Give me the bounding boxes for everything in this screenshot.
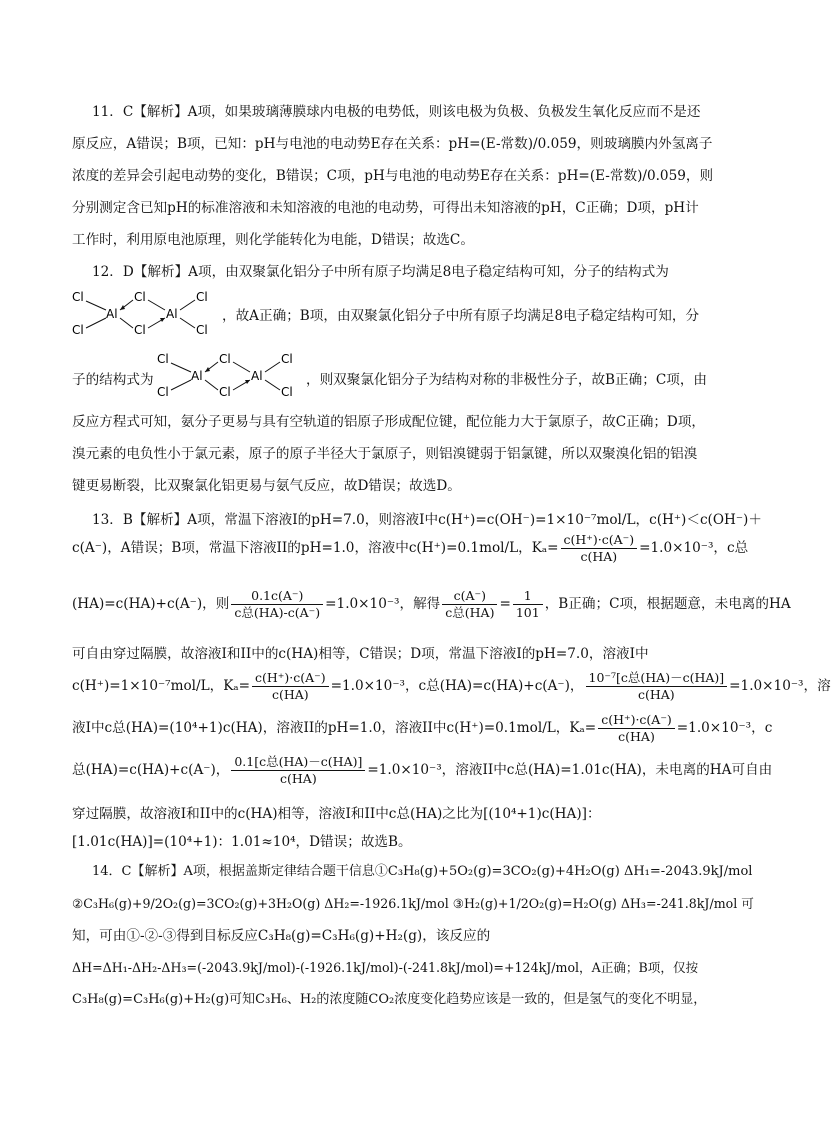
- fraction: [231, 588, 323, 621]
- q14-line-4: ΔH=ΔH₁-ΔH₂-ΔH₃=(-2043.9kJ/mol)-(-1926.1kJ/mol)-(-241.8kJ/mol)=+124kJ/mol，A正确；B项，仅按: [72, 960, 699, 975]
- q14-line-2: ②C₃H₆(g)+9/2O₂(g)=3CO₂(g)+3H₂O(g) ΔH₂=-1926.1kJ/mol ③H₂(g)+1/2O₂(g)=H₂O(g) ΔH₃=-241.8kJ/mol 可: [72, 896, 754, 911]
- cl-label: Cl: [281, 385, 293, 399]
- fraction: [598, 712, 675, 745]
- fraction: [231, 754, 365, 787]
- q13-text: ，B正确；C项，根据题意，未电离的HA: [544, 596, 791, 612]
- cl-label: Cl: [157, 385, 169, 399]
- fraction-denominator: c总(HA)-c(A⁻): [234, 605, 321, 620]
- fraction: [252, 670, 329, 703]
- al-label: Al: [166, 307, 178, 321]
- fraction-numerator: 10⁻⁷[c总(HA)－c(HA)]: [586, 670, 728, 687]
- fraction-numerator: c(H⁺)·c(A⁻): [561, 532, 638, 549]
- al-label: Al: [106, 307, 118, 321]
- fraction-numerator: c(H⁺)·c(A⁻): [252, 670, 329, 687]
- q13-line-3: [72, 588, 791, 621]
- q12-line-5: 溴元素的电负性小于氯元素，原子的原子半径大于氯原子，则铝溴键弱于铝氯键，所以双聚溴化铝的铝溴: [72, 446, 698, 462]
- q13-line-1: 13．B【解析】A项，常温下溶液I的pH=7.0，则溶液I中c(H⁺)=c(OH⁻)=1×10⁻⁷mol/L，c(H⁺)＜c(OH⁻)＋: [92, 512, 762, 528]
- fraction: [561, 532, 638, 565]
- cl-label: Cl: [134, 290, 146, 304]
- fraction-denominator: c总(HA): [445, 605, 495, 620]
- q11-line-5: 工作时，利用原电池原理，则化学能转化为电能，D错误；故选C。: [72, 232, 474, 248]
- q14-line-5: C₃H₈(g)=C₃H₆(g)+H₂(g)可知C₃H₆、H₂的浓度随CO₂浓度变化趋势应该是一致的，但是氢气的变化不明显，: [72, 992, 707, 1007]
- q13-text: 液I中c总(HA)=(10⁴+1)c(HA)，溶液II的pH=1.0，溶液II中c(H⁺)=0.1mol/L，Kₐ=: [72, 720, 597, 736]
- cl-label: Cl: [281, 352, 293, 366]
- q14-line-1: 14．C【解析】A项，根据盖斯定律结合题干信息①C₃H₈(g)+5O₂(g)=3CO₂(g)+4H₂O(g) ΔH₁=-2043.9kJ/mol: [92, 864, 753, 879]
- q12-line-2: ，故A正确；B项，由双聚氯化铝分子中所有原子均满足8电子稳定结构可知，分: [222, 308, 700, 324]
- fraction-denominator: c(HA): [280, 771, 317, 786]
- q13-line-7: [72, 754, 772, 787]
- al-label: Al: [251, 369, 263, 383]
- q14-line-3: 知，可由①-②-③得到目标反应C₃H₈(g)=C₃H₆(g)+H₂(g)，该反应的: [72, 928, 491, 944]
- al-label: Al: [191, 369, 203, 383]
- q12-line-4: 反应方程式可知，氨分子更易与具有空轨道的铝原子形成配位键，配位能力大于氯原子，故C正确；D项，: [72, 414, 706, 430]
- q13-text: =1.0×10⁻³，c: [676, 720, 773, 736]
- q13-text: (HA)=c(HA)+c(A⁻)，则: [72, 596, 230, 612]
- fraction: [586, 670, 728, 703]
- cl-label: Cl: [219, 385, 231, 399]
- q13-text: =1.0×10⁻³，c总: [639, 540, 749, 556]
- q13-text: 总(HA)=c(HA)+c(A⁻)，: [72, 762, 230, 778]
- fraction-denominator: c(HA): [271, 687, 309, 702]
- fraction-numerator: c(A⁻): [442, 588, 497, 605]
- q13-line-9: [1.01c(HA)]=(10⁴+1)：1.01≈10⁴，D错误；故选B。: [72, 834, 412, 850]
- q13-text: c(H⁺)=1×10⁻⁷mol/L，Kₐ=: [72, 678, 251, 694]
- q13-text: =1.0×10⁻³，解得: [325, 596, 441, 612]
- cl-label: Cl: [219, 352, 231, 366]
- q13-text: =1.0×10⁻³，溶液II中c总(HA)=1.01c(HA)，未电离的HA可自由: [367, 762, 773, 778]
- q13-line-2: [72, 532, 748, 565]
- q13-text: c(A⁻)，A错误；B项，常温下溶液II的pH=1.0，溶液中c(H⁺)=0.1mol/L，Kₐ=: [72, 540, 559, 556]
- q11-line-4: 分别测定含已知pH的标准溶液和未知溶液的电池的电动势，可得出未知溶液的pH，C正确；D项，pH计: [72, 200, 699, 216]
- al2cl6-structure-2: [155, 350, 305, 402]
- fraction-numerator: 1: [513, 588, 543, 605]
- cl-label: Cl: [196, 290, 208, 304]
- q13-text: =1.0×10⁻³，溶: [729, 678, 831, 694]
- fraction: [513, 588, 543, 621]
- q13-line-4: 可自由穿过隔膜，故溶液I和II中的c(HA)相等，C错误；D项，常温下溶液I的pH=7.0，溶液I中: [72, 646, 649, 662]
- fraction-numerator: 0.1c(A⁻): [231, 588, 323, 605]
- q13-line-6: [72, 712, 772, 745]
- cl-label: Cl: [134, 323, 146, 337]
- cl-label: Cl: [157, 352, 169, 366]
- q12-line-3a: 子的结构式为: [72, 372, 154, 388]
- q13-text: =1.0×10⁻³，c总(HA)=c(HA)+c(A⁻)，: [330, 678, 584, 694]
- cl-label: Cl: [196, 323, 208, 337]
- fraction-denominator: c(HA): [618, 729, 655, 744]
- fraction-numerator: 0.1[c总(HA)－c(HA)]: [231, 754, 365, 771]
- fraction-denominator: 101: [515, 605, 540, 620]
- q13-text: =: [499, 596, 511, 612]
- fraction: [442, 588, 497, 621]
- cl-label: Cl: [72, 290, 84, 304]
- q11-line-3: 浓度的差异会引起电动势的变化，B错误；C项，pH与电池的电动势E存在关系：pH=(E-常数)/0.059，则: [72, 168, 714, 184]
- q12-line-6: 键更易断裂，比双聚氯化铝更易与氨气反应，故D错误；故选D。: [72, 478, 461, 494]
- q13-line-8: 穿过隔膜，故溶液I和II中的c(HA)相等，溶液I和II中c总(HA)之比为[(10⁴+1)c(HA)]：: [72, 806, 601, 822]
- q12-line-1: 12．D【解析】A项，由双聚氯化铝分子中所有原子均满足8电子稳定结构可知，分子的结构式为: [92, 264, 669, 280]
- cl-label: Cl: [72, 323, 84, 337]
- q13-line-5: [72, 670, 831, 703]
- al2cl6-structure-1: [70, 288, 220, 340]
- fraction-denominator: c(HA): [637, 687, 675, 702]
- fraction-numerator: c(H⁺)·c(A⁻): [598, 712, 675, 729]
- q12-line-3b: ，则双聚氯化铝分子为结构对称的非极性分子，故B正确；C项，由: [306, 372, 708, 388]
- fraction-denominator: c(HA): [580, 549, 618, 564]
- q11-line-2: 原反应，A错误；B项，已知：pH与电池的电动势E存在关系：pH=(E-常数)/0.059，则玻璃膜内外氢离子: [72, 136, 713, 152]
- q11-line-1: 11．C【解析】A项，如果玻璃薄膜球内电极的电势低，则该电极为负极、负极发生氧化反应而不是还: [92, 104, 701, 120]
